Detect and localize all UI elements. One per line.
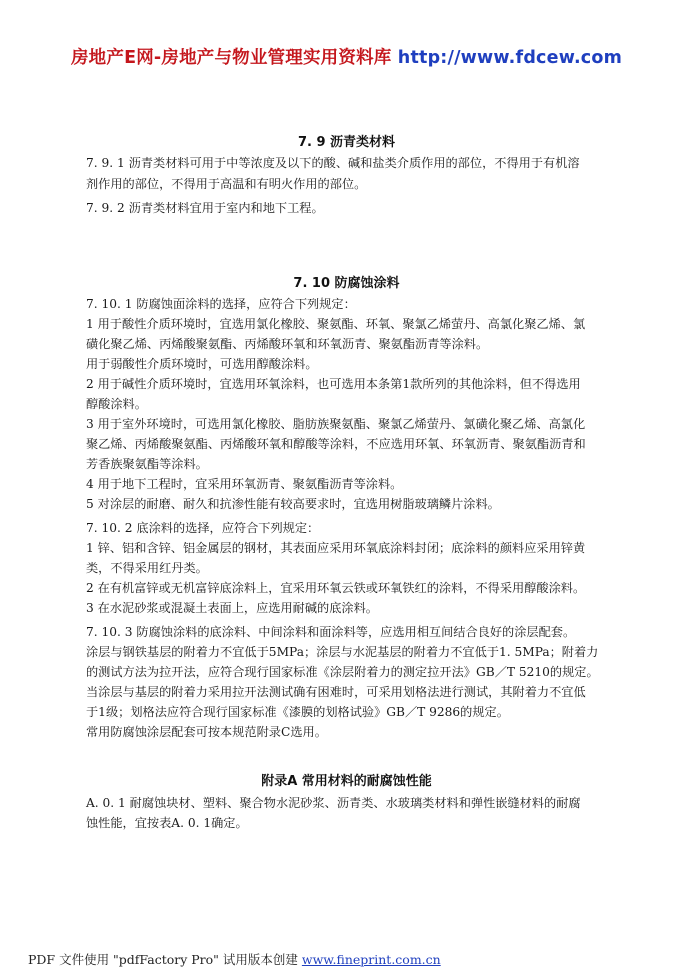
- section-7-10-line: 当涂层与基层的附着力采用拉开法测试确有困难时，可采用划格法进行测试，其附着力不宜低: [86, 685, 586, 699]
- section-7-9-line: 7. 9. 1 沥青类材料可用于中等浓度及以下的酸、碱和盐类介质作用的部位，不得用于有机溶: [86, 156, 580, 170]
- section-7-10-line: 4 用于地下工程时，宜采用环氧沥青、聚氨酯沥青等涂料。: [86, 477, 403, 491]
- footer-link[interactable]: www.fineprint.com.cn: [301, 952, 441, 967]
- section-7-10-line: 2 用于碱性介质环境时，宜选用环氧涂料，也可选用本条第1款所列的其他涂料，但不得选用: [86, 377, 581, 391]
- appendix-a-line: A. 0. 1 耐腐蚀块材、塑料、聚合物水泥砂浆、沥青类、水玻璃类材料和弹性嵌缝材料的耐腐: [86, 796, 581, 810]
- section-7-10-line: 的测试方法为拉开法，应符合现行国家标准《涂层附着力的测定拉开法》GB／T 5210的规定。: [86, 665, 599, 679]
- header-site-tagline: 网-房地产与物业管理实用资料库: [136, 48, 398, 68]
- section-7-10-line: 5 对涂层的耐磨、耐久和抗渗性能有较高要求时，宜选用树脂玻璃鳞片涂料。: [86, 497, 500, 511]
- header-site-letter: E: [124, 48, 137, 68]
- section-7-10-line: 1 锌、铝和含锌、铝金属层的钢材，其表面应采用环氧底涂料封闭；底涂料的颜料应采用锌黄: [86, 541, 586, 555]
- section-7-10-line: 于1级；划格法应符合现行国家标准《漆膜的划格试验》GB／T 9286的规定。: [86, 705, 509, 719]
- section-7-10-line: 2 在有机富锌或无机富锌底涂料上，宜采用环氧云铁或环氧铁红的涂料，不得采用醇酸涂料。: [86, 581, 586, 595]
- section-7-10-line: 3 在水泥砂浆或混凝土表面上，应选用耐碱的底涂料。: [86, 601, 378, 615]
- section-7-10-line: 醇酸涂料。: [86, 397, 147, 411]
- header-url-link[interactable]: http://www.fdcew.com: [397, 48, 623, 68]
- site-header: [0, 44, 693, 69]
- section-7-10-line: 3 用于室外环境时，可选用氯化橡胶、脂肪族聚氨酯、聚氯乙烯萤丹、氯磺化聚乙烯、高氯化: [86, 417, 586, 431]
- section-7-9-line: 7. 9. 2 沥青类材料宜用于室内和地下工程。: [86, 201, 324, 215]
- section-7-9-title: 7. 9 沥青类材料: [297, 135, 396, 150]
- section-7-10-line: 常用防腐蚀涂层配套可按本规范附录C选用。: [86, 725, 327, 739]
- section-7-10-line: 1 用于酸性介质环境时，宜选用氯化橡胶、聚氨酯、环氧、聚氯乙烯萤丹、高氯化聚乙烯、氯: [86, 317, 586, 331]
- section-7-10-line: 7. 10. 1 防腐蚀面涂料的选择，应符合下列规定：: [86, 297, 356, 311]
- appendix-a-line: 蚀性能，宜按表A. 0. 1确定。: [86, 816, 248, 830]
- section-7-10-line: 磺化聚乙烯、丙烯酸聚氨酯、丙烯酸环氧和环氧沥青、聚氨酯沥青等涂料。: [86, 337, 489, 351]
- footer-text: PDF 文件使用 "pdfFactory Pro" 试用版本创建: [28, 952, 302, 967]
- section-7-10-line: 涂层与钢铁基层的附着力不宜低于5MPa；涂层与水泥基层的附着力不宜低于1. 5MPa；附着力: [86, 645, 599, 659]
- appendix-a-title: 附录A 常用材料的耐腐蚀性能: [261, 774, 432, 789]
- section-7-10-line: 类，不得采用红丹类。: [86, 561, 208, 575]
- section-7-10-line: 用于弱酸性介质环境时，可选用醇酸涂料。: [86, 357, 318, 371]
- section-7-10-title: 7. 10 防腐蚀涂料: [293, 276, 400, 291]
- section-7-10-line: 7. 10. 2 底涂料的选择，应符合下列规定：: [86, 521, 320, 535]
- section-7-10-line: 7. 10. 3 防腐蚀涂料的底涂料、中间涂料和面涂料等，应选用相互间结合良好的涂层配套。: [86, 625, 576, 639]
- section-7-10-line: 芳香族聚氨酯等涂料。: [86, 457, 208, 471]
- pdf-footer: [28, 950, 441, 968]
- section-7-10-line: 聚乙烯、丙烯酸聚氨酯、丙烯酸环氧和醇酸等涂料，不应选用环氧、环氧沥青、聚氨酯沥青和: [86, 437, 586, 451]
- header-site-name: 房地产: [70, 48, 125, 68]
- section-7-9-line: 剂作用的部位，不得用于高温和有明火作用的部位。: [86, 177, 367, 191]
